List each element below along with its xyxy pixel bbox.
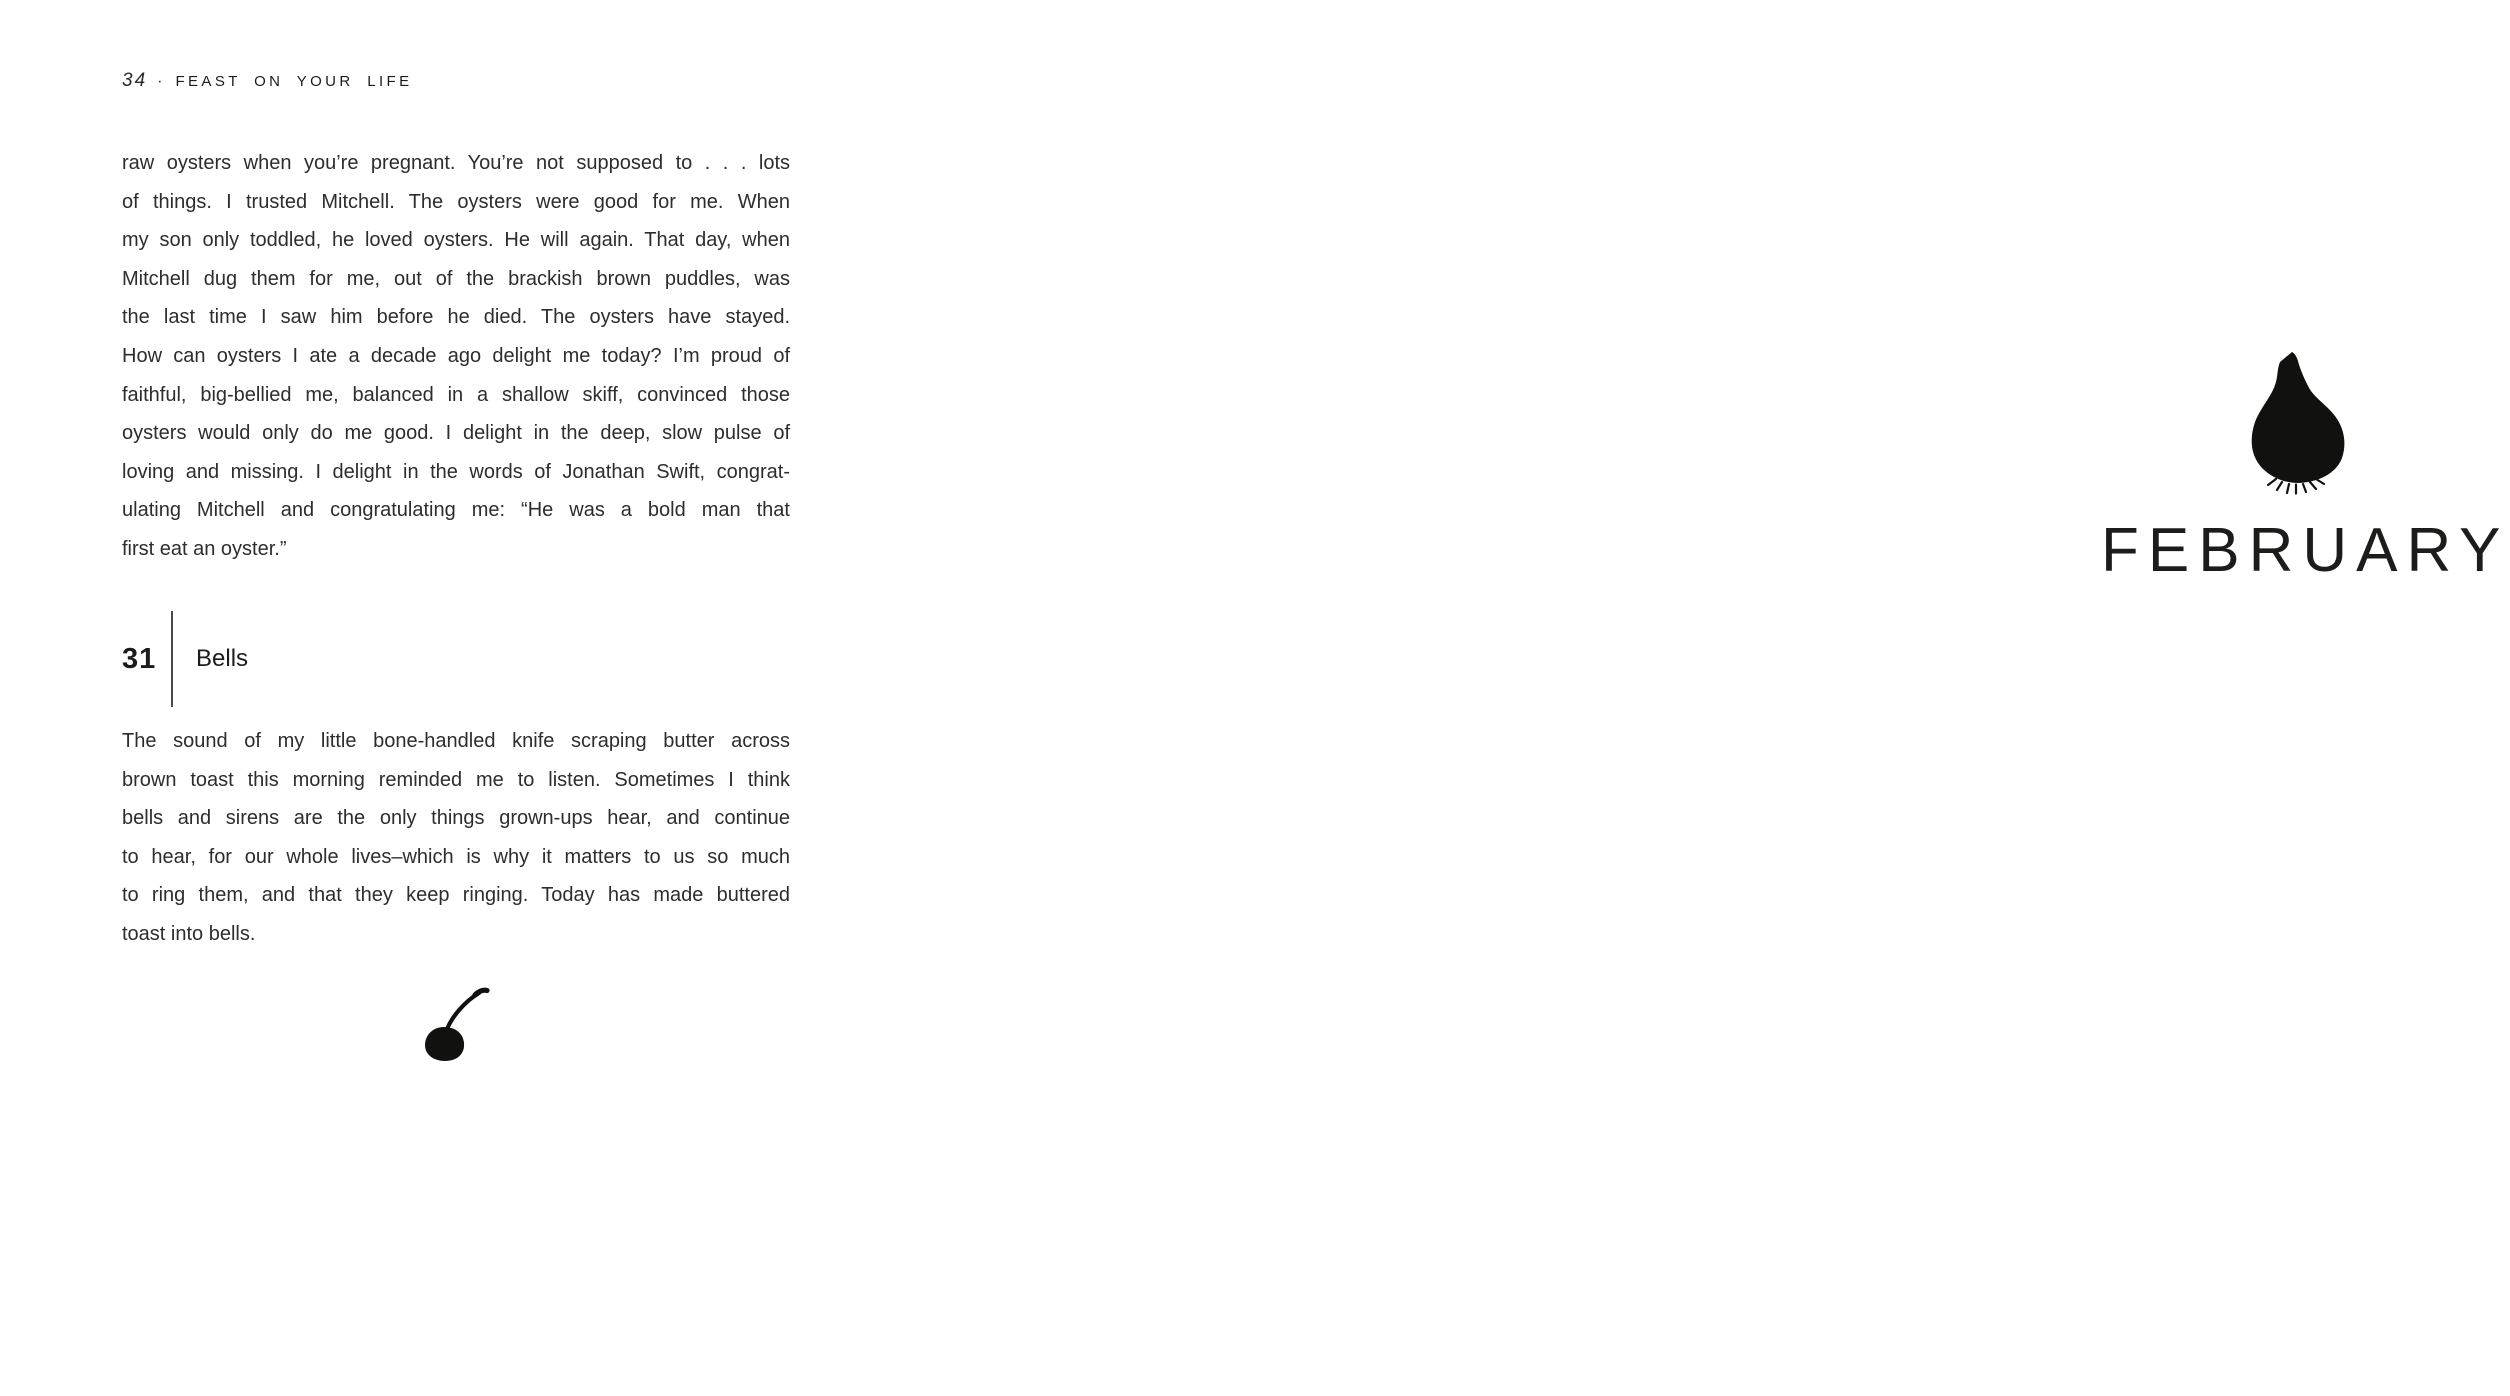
garlic-icon xyxy=(2248,350,2349,495)
text-line: first eat an oyster.” xyxy=(122,537,287,560)
text-line: the last time I saw him before he died. The oysters have stayed. xyxy=(122,306,790,329)
month-title: FEBRUARY xyxy=(2101,516,2510,585)
text-line: oysters would only do me good. I delight in the deep, slow pulse of xyxy=(122,422,790,445)
text-line: to hear, for our whole lives–which is why it matters to us so much xyxy=(122,845,790,868)
page-number: 34 xyxy=(122,70,148,91)
oysters-paragraph xyxy=(122,144,790,569)
text-line: Mitchell dug them for me, out of the brackish brown puddles, was xyxy=(122,267,790,290)
text-line: my son only toddled, he loved oysters. He will again. That day, when xyxy=(122,229,790,252)
running-head-separator: · xyxy=(157,73,163,90)
text-line: to ring them, and that they keep ringing. Today has made buttered xyxy=(122,884,790,907)
running-head-title: FEAST ON YOUR LIFE xyxy=(175,73,413,90)
entry-number: 31 xyxy=(122,642,157,675)
left-page xyxy=(0,0,917,1396)
running-head xyxy=(122,70,412,92)
right-page xyxy=(917,0,2510,1396)
text-line: ulating Mitchell and congratulating me: “He was a bold man that xyxy=(122,499,790,522)
text-line: How can oysters I ate a decade ago delight me today? I’m proud of xyxy=(122,344,790,367)
cherry-icon xyxy=(420,982,492,1062)
text-line: toast into bells. xyxy=(122,922,256,945)
text-line: loving and missing. I delight in the words of Jonathan Swift, congrat- xyxy=(122,460,790,483)
text-line: brown toast this morning reminded me to listen. Sometimes I think xyxy=(122,768,790,791)
text-line: faithful, big-bellied me, balanced in a shallow skiff, convinced those xyxy=(122,383,790,406)
text-line: raw oysters when you’re pregnant. You’re not supposed to . . . lots xyxy=(122,152,790,174)
entry-heading xyxy=(122,611,248,707)
text-line: of things. I trusted Mitchell. The oysters were good for me. When xyxy=(122,190,790,213)
bells-paragraph xyxy=(122,722,790,954)
text-line: The sound of my little bone-handled knife scraping butter across xyxy=(122,730,790,752)
entry-divider xyxy=(171,611,173,707)
text-line: bells and sirens are the only things grown-ups hear, and continue xyxy=(122,807,790,830)
entry-title: Bells xyxy=(196,645,249,672)
